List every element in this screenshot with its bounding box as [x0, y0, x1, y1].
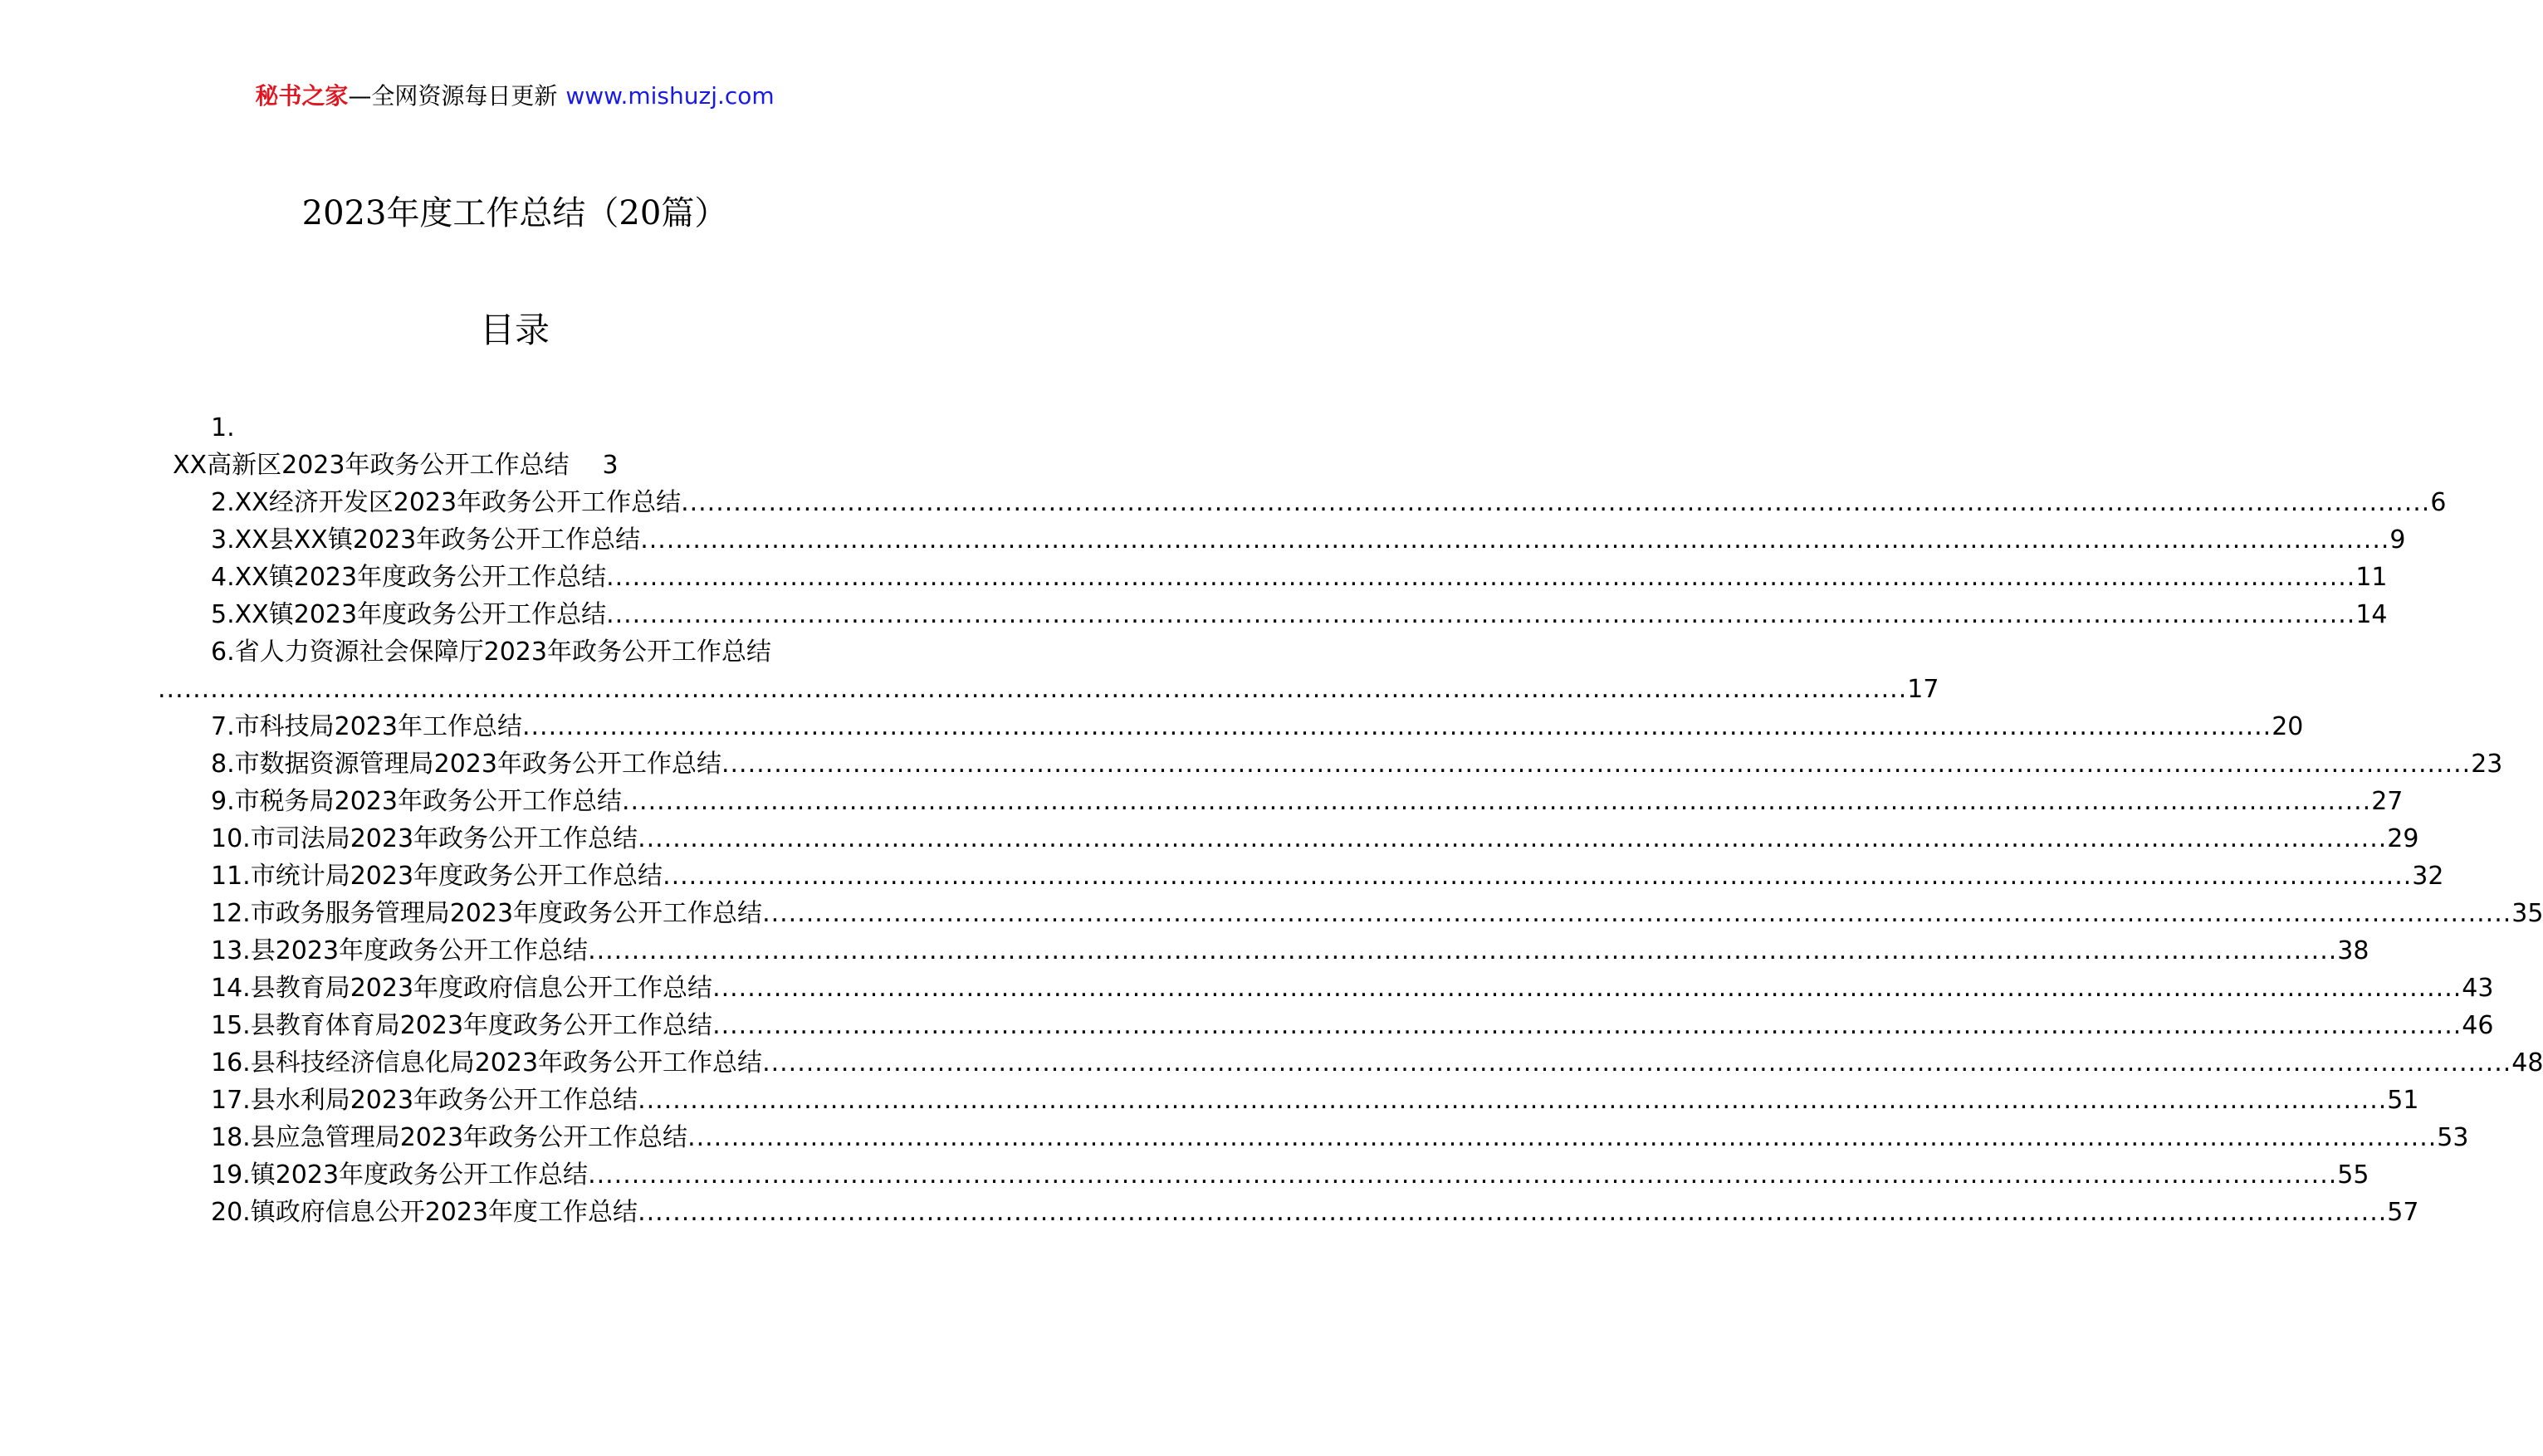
toc-entry[interactable]	[173, 447, 704, 484]
toc-leader-dots: ........................................................................................................................................................................................................	[638, 1198, 2388, 1227]
toc-page-number: 35	[2511, 899, 2543, 928]
toc-leader-dots: ........................................................................................................................................................................................................	[158, 675, 1908, 704]
toc-entry[interactable]	[211, 1120, 2469, 1156]
toc-page-number: 11	[2355, 563, 2388, 592]
toc-entry-label: 16.县科技经济信息化局2023年政务公开工作总结	[211, 1048, 763, 1077]
toc-entry-label: 12.市政务服务管理局2023年度政务公开工作总结	[211, 899, 763, 928]
toc-entry-label: 14.县教育局2023年度政府信息公开工作总结	[211, 974, 713, 1003]
page-header	[0, 81, 1029, 111]
document-title: 2023年度工作总结（20篇）	[301, 194, 728, 232]
toc-leader-dots: ........................................................................................................................................................................................................	[638, 1086, 2388, 1115]
toc-entry[interactable]	[211, 896, 2543, 932]
toc-heading: 目录	[479, 310, 550, 350]
toc-entry[interactable]	[211, 559, 2388, 596]
toc-page-number: 38	[2337, 936, 2369, 965]
toc-entry[interactable]	[158, 672, 1939, 708]
toc-entry-label: 15.县教育体育局2023年度政务公开工作总结	[211, 1011, 713, 1040]
toc-entry-label: 7.市科技局2023年工作总结	[211, 712, 522, 741]
brand-name: 秘书之家	[255, 82, 349, 110]
toc-leader-dots: ........................................................................................................................................................................................................	[606, 600, 2356, 629]
toc-entry[interactable]	[211, 1195, 2419, 1231]
toc-entry-label: 13.县2023年度政务公开工作总结	[211, 936, 589, 965]
toc-entry-label: 11.市统计局2023年度政务公开工作总结	[211, 862, 663, 891]
toc-page-number: 9	[2389, 525, 2406, 555]
toc-page-number: 43	[2462, 974, 2494, 1003]
toc-entry-label: 9.市税务局2023年政务公开工作总结	[211, 787, 622, 816]
toc-entry[interactable]	[211, 970, 2494, 1007]
toc-page-number: 53	[2437, 1123, 2469, 1152]
toc-entry[interactable]	[211, 746, 2503, 783]
toc-page-number: 17	[1907, 675, 1939, 704]
toc-entry-label: 20.镇政府信息公开2023年度工作总结	[211, 1198, 638, 1227]
toc-entry[interactable]	[211, 858, 2444, 895]
toc-entry[interactable]	[211, 597, 2388, 633]
toc-entry-label: 6.省人力资源社会保障厅2023年政务公开工作总结	[211, 638, 771, 667]
toc-leader-dots: ........................................................................................................................................................................................................	[712, 1011, 2462, 1040]
toc-entry[interactable]	[211, 410, 867, 447]
toc-leader-dots: ........................................................................................................................................................................................................	[687, 1123, 2438, 1152]
toc-entry-label: 8.市数据资源管理局2023年政务公开工作总结	[211, 750, 721, 779]
toc-leader-dots: ........................................................................................................................................................................................................	[681, 488, 2431, 517]
toc-leader-dots: ........................................................................................................................................................................................................	[621, 787, 2372, 816]
toc-page-number: 32	[2412, 862, 2444, 891]
toc-entry[interactable]	[211, 933, 2369, 970]
toc-entry-label: 10.市司法局2023年政务公开工作总结	[211, 824, 638, 853]
toc-entry[interactable]	[211, 1008, 2494, 1044]
toc-entry[interactable]	[211, 1045, 2543, 1082]
site-url-link[interactable]: www.mishuzj.com	[565, 82, 775, 110]
toc-leader-dots: ........................................................................................................................................................................................................	[640, 525, 2390, 555]
toc-entry-label: 19.镇2023年度政务公开工作总结	[211, 1160, 589, 1190]
toc-page-number: 29	[2387, 824, 2419, 853]
toc-leader-dots: ........................................................................................................................................................................................................	[638, 824, 2388, 853]
toc-page-number: 46	[2462, 1011, 2494, 1040]
toc-entry-label: 3.XX县XX镇2023年政务公开工作总结	[211, 525, 641, 555]
toc-entry[interactable]	[211, 522, 2406, 559]
toc-entry-label: 2.XX经济开发区2023年政务公开工作总结	[211, 488, 682, 517]
toc-page-number: 23	[2471, 750, 2503, 779]
toc-page-number: 55	[2337, 1160, 2369, 1190]
toc-page-number: 27	[2371, 787, 2404, 816]
toc-entry[interactable]	[211, 821, 2419, 857]
toc-leader-dots: ........................................................................................................................................................................................................	[588, 1160, 2338, 1190]
toc-leader-dots: ........................................................................................................................................................................................................	[721, 750, 2472, 779]
toc-entry-label: 5.XX镇2023年度政务公开工作总结	[211, 600, 607, 629]
toc-entry-label: 1.	[211, 413, 235, 442]
toc-leader-dots: ........................................................................................................................................................................................................	[521, 712, 2272, 741]
toc-page-number: 57	[2387, 1198, 2419, 1227]
header-tagline: —全网资源每日更新	[348, 82, 558, 110]
toc-leader-dots: ........................................................................................................................................................................................................	[762, 899, 2512, 928]
toc-entry[interactable]	[211, 485, 2447, 521]
toc-page-number: 3	[602, 451, 619, 480]
toc-entry[interactable]	[211, 634, 867, 671]
toc-leader-dots: ........................................................................................................................................................................................................	[712, 974, 2462, 1003]
toc-entry[interactable]	[211, 1157, 2369, 1194]
toc-entry[interactable]	[211, 1082, 2419, 1119]
toc-entry-label: 18.县应急管理局2023年政务公开工作总结	[211, 1123, 688, 1152]
toc-entry-label: 17.县水利局2023年政务公开工作总结	[211, 1086, 638, 1115]
toc-leader-dots: ........................................................................................................................................................................................................	[762, 1048, 2512, 1077]
toc-page-number: 48	[2511, 1048, 2543, 1077]
toc-entry-label: 4.XX镇2023年度政务公开工作总结	[211, 563, 607, 592]
toc-entry-title: XX高新区2023年政务公开工作总结	[173, 451, 570, 480]
toc-page-number: 51	[2387, 1086, 2419, 1115]
toc-leader-dots: ........................................................................................................................................................................................................	[606, 563, 2356, 592]
toc-leader-dots: ........................................................................................................................................................................................................	[663, 862, 2413, 891]
toc-leader-dots: ........................................................................................................................................................................................................	[588, 936, 2338, 965]
toc-entry[interactable]	[211, 784, 2404, 820]
toc-page-number: 6	[2430, 488, 2447, 517]
toc-page-number: 20	[2272, 712, 2304, 741]
toc-page-number: 14	[2355, 600, 2388, 629]
toc-entry[interactable]	[211, 709, 2304, 745]
